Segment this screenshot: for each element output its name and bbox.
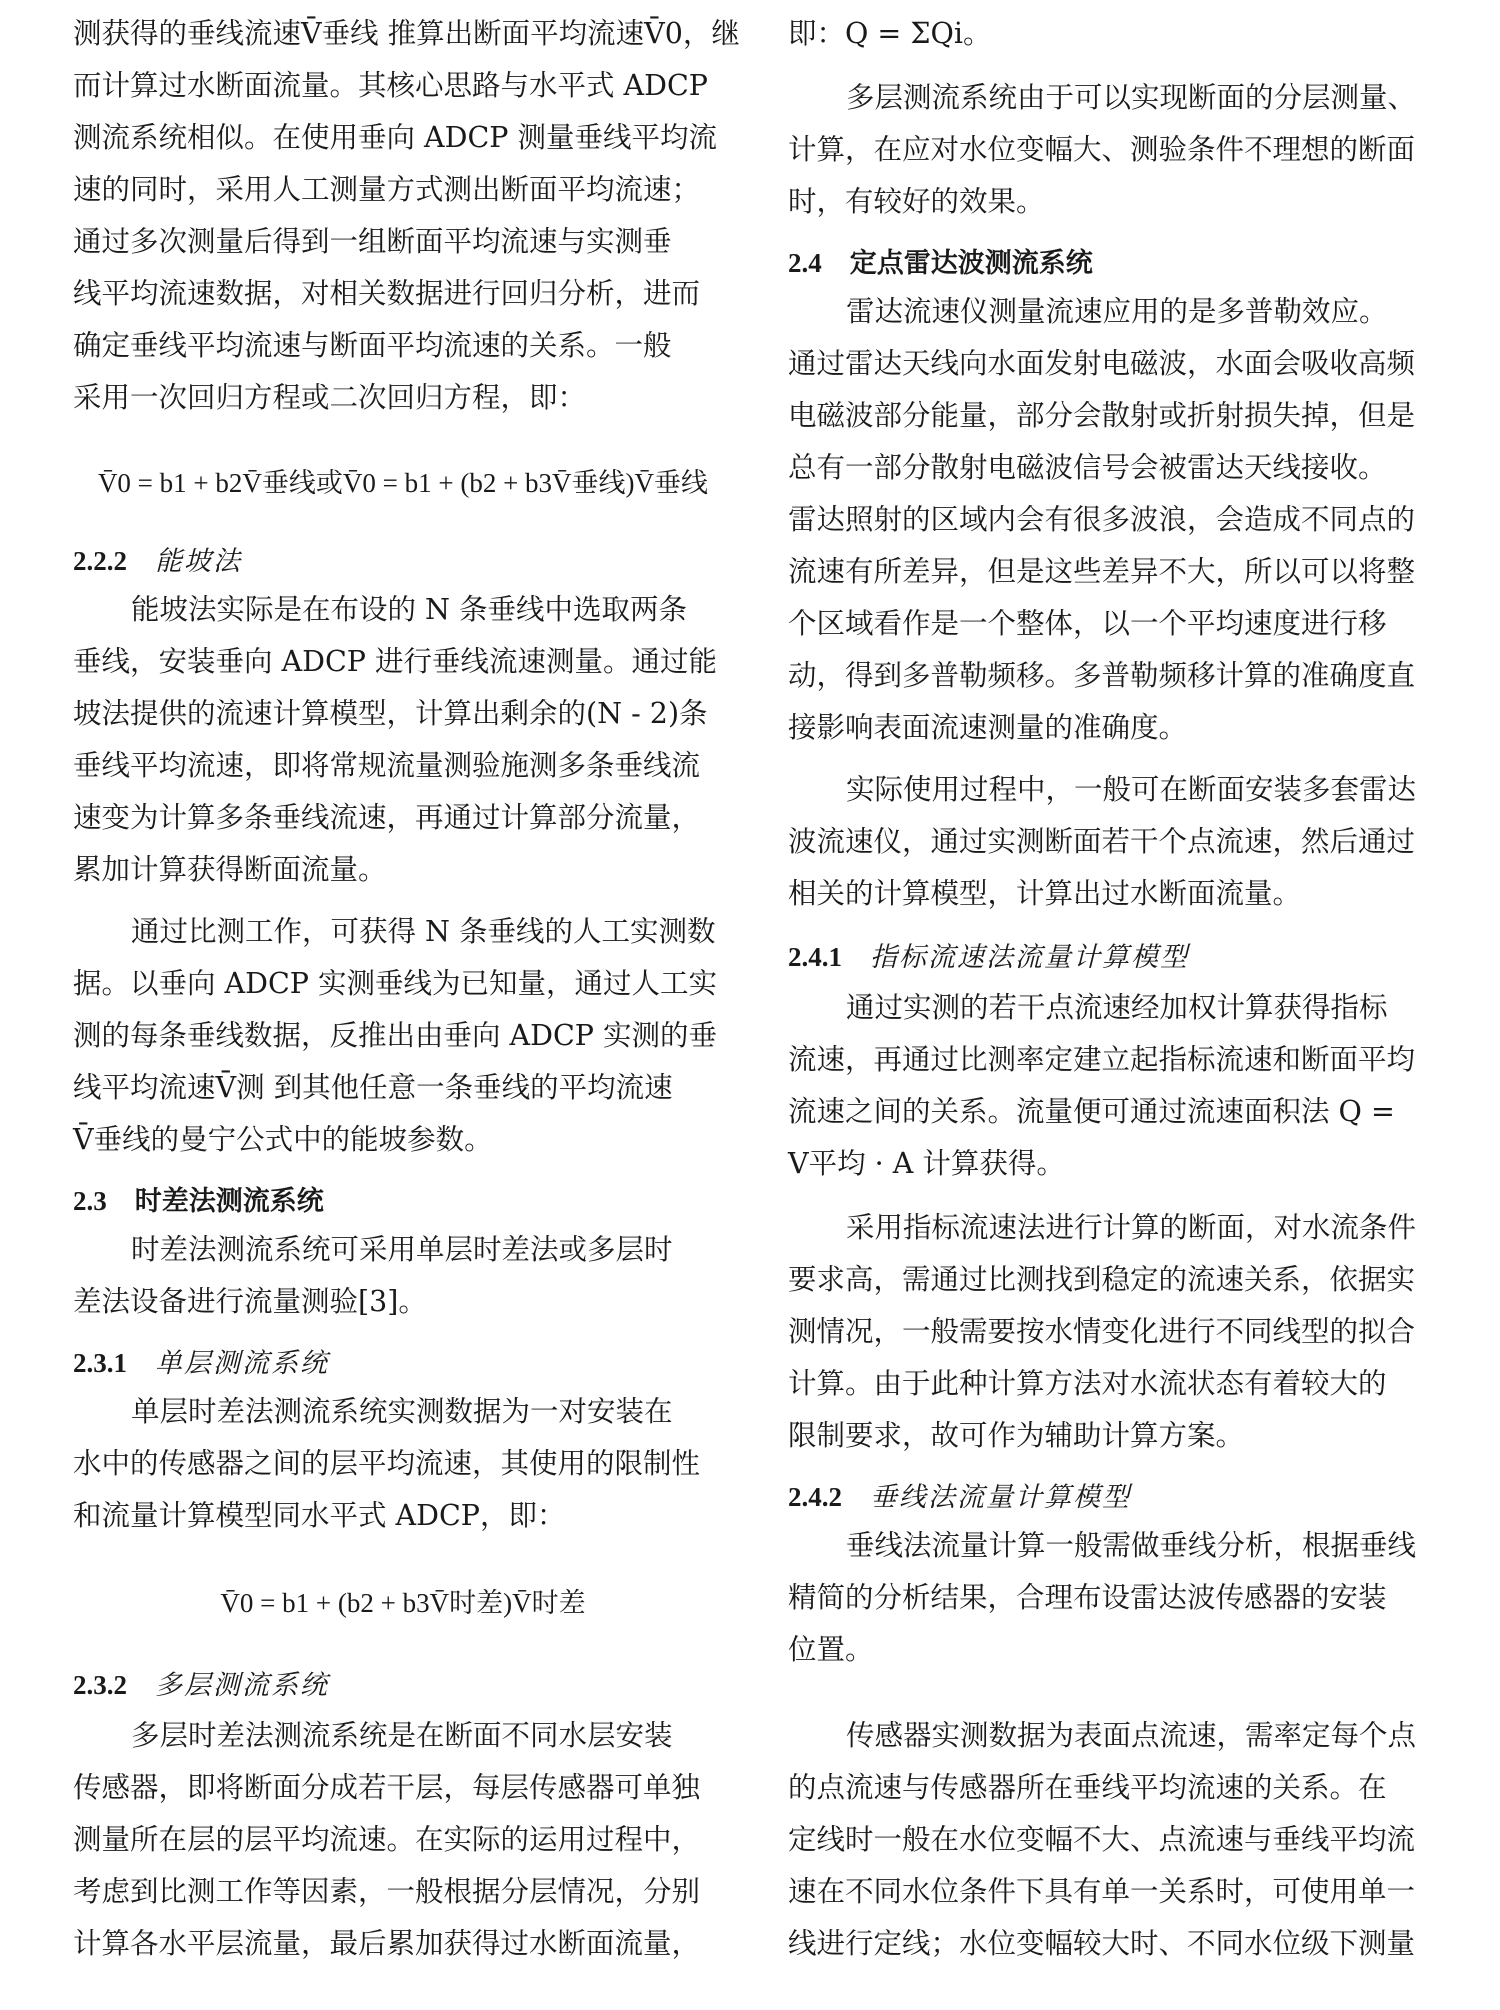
- text-line: 实际使用过程中，一般可在断面安装多套雷达: [846, 773, 1417, 806]
- text-line: 和流量计算模型同水平式 ADCP，即：: [73, 1499, 566, 1532]
- section-title: 多层测流系统: [155, 1670, 329, 1701]
- text-line: 流速，再通过比测率定建立起指标流速和断面平均: [788, 1043, 1416, 1076]
- text-line: 单层时差法测流系统实测数据为一对安装在: [131, 1395, 673, 1428]
- text-line: 动，得到多普勒频移。多普勒频移计算的准确度直: [788, 659, 1416, 692]
- text-line: 多层测流系统由于可以实现断面的分层测量、: [846, 81, 1417, 114]
- text-line: 而计算过水断面流量。其核心思路与水平式 ADCP: [73, 69, 708, 102]
- text-line: 测量所在层的层平均流速。在实际的运用过程中，: [73, 1823, 701, 1856]
- text-line: 据。以垂向 ADCP 实测垂线为已知量，通过人工实: [73, 967, 718, 1000]
- text-line: 的点流速与传感器所在垂线平均流速的关系。在: [788, 1771, 1387, 1804]
- section-title: 单层测流系统: [155, 1348, 329, 1379]
- section-number: 2.2.2: [73, 546, 127, 576]
- text-line: 能坡法实际是在布设的 N 条垂线中选取两条: [131, 593, 688, 626]
- text-line: 累加计算获得断面流量。: [73, 853, 387, 886]
- section-number: 2.4: [788, 248, 822, 278]
- text-line: 线平均流速数据，对相关数据进行回归分析，进而: [73, 277, 701, 310]
- text-line: 个区域看作是一个整体，以一个平均速度进行移: [788, 607, 1387, 640]
- text-line: 即：Q = ΣQi。: [788, 17, 992, 50]
- text-line: 计算。由于此种计算方法对水流状态有着较大的: [788, 1367, 1387, 1400]
- text-line: 测获得的垂线流速V̄垂线 推算出断面平均流速V̄0，继: [73, 17, 740, 50]
- text-line: 差法设备进行流量测验[3]。: [73, 1285, 427, 1318]
- section-heading-2-4-2: [788, 1484, 1448, 1511]
- text-line: 波流速仪，通过实测断面若干个点流速，然后通过: [788, 825, 1416, 858]
- text-line: 计算各水平层流量，最后累加获得过水断面流量，: [73, 1927, 701, 1960]
- section-title: 时差法测流系统: [134, 1186, 324, 1217]
- text-line: 线平均流速V̄测 到其他任意一条垂线的平均流速: [73, 1071, 673, 1104]
- section-title: 垂线法流量计算模型: [870, 1482, 1131, 1513]
- text-line: 要求高，需通过比测找到稳定的流速关系，依据实: [788, 1263, 1416, 1296]
- text-line: 相关的计算模型，计算出过水断面流量。: [788, 877, 1302, 910]
- text-line: 通过比测工作，可获得 N 条垂线的人工实测数: [131, 915, 716, 948]
- text-line: 测的每条垂线数据，反推出由垂向 ADCP 实测的垂: [73, 1019, 718, 1052]
- section-number: 2.3.1: [73, 1348, 127, 1378]
- section-heading-2-3-2: [73, 1672, 733, 1699]
- section-heading-2-4: [788, 250, 1448, 277]
- text-line: 速的同时，采用人工测量方式测出断面平均流速；: [73, 173, 701, 206]
- text-line: 速变为计算多条垂线流速，再通过计算部分流量，: [73, 801, 701, 834]
- formula-regression: V̄0 = b1 + b2V̄垂线或V̄0 = b1 + (b2 + b3V̄垂线)V̄垂线: [97, 468, 709, 498]
- text-line: V平均 · A 计算获得。: [788, 1147, 1065, 1180]
- text-line: 传感器，即将断面分成若干层，每层传感器可单独: [73, 1771, 701, 1804]
- text-line: 测流系统相似。在使用垂向 ADCP 测量垂线平均流: [73, 121, 718, 154]
- text-line: 流速有所差异，但是这些差异不大，所以可以将整: [788, 555, 1416, 588]
- text-line: 接影响表面流速测量的准确度。: [788, 711, 1188, 744]
- text-line: 通过多次测量后得到一组断面平均流速与实测垂: [73, 225, 672, 258]
- section-title: 能坡法: [155, 546, 242, 577]
- text-line: 采用指标流速法进行计算的断面，对水流条件: [846, 1211, 1417, 1244]
- text-line: 传感器实测数据为表面点流速，需率定每个点: [846, 1719, 1417, 1752]
- text-line: 雷达照射的区域内会有很多波浪，会造成不同点的: [788, 503, 1416, 536]
- text-line: 定线时一般在水位变幅不大、点流速与垂线平均流: [788, 1823, 1416, 1856]
- section-number: 2.3: [73, 1186, 107, 1216]
- text-line: 雷达流速仪测量流速应用的是多普勒效应。: [846, 295, 1388, 328]
- text-line: 总有一部分散射电磁波信号会被雷达天线接收。: [788, 451, 1387, 484]
- text-line: 时，有较好的效果。: [788, 185, 1045, 218]
- text-line: 考虑到比测工作等因素，一般根据分层情况，分别: [73, 1875, 701, 1908]
- text-line: 限制要求，故可作为辅助计算方案。: [788, 1419, 1245, 1452]
- text-line: V̄垂线的曼宁公式中的能坡参数。: [73, 1123, 493, 1156]
- section-number: 2.3.2: [73, 1670, 127, 1700]
- section-heading-2-3-1: [73, 1350, 733, 1377]
- text-line: 垂线法流量计算一般需做垂线分析，根据垂线: [846, 1529, 1417, 1562]
- text-line: 垂线平均流速，即将常规流量测验施测多条垂线流: [73, 749, 701, 782]
- section-heading-2-3: [73, 1188, 733, 1215]
- section-number: 2.4.1: [788, 942, 842, 972]
- section-heading-2-2-2: [73, 548, 733, 575]
- text-line: 垂线，安装垂向 ADCP 进行垂线流速测量。通过能: [73, 645, 718, 678]
- text-line: 通过实测的若干点流速经加权计算获得指标: [846, 991, 1388, 1024]
- text-line: 精简的分析结果，合理布设雷达波传感器的安装: [788, 1581, 1387, 1614]
- text-line: 速在不同水位条件下具有单一关系时，可使用单一: [788, 1875, 1416, 1908]
- section-title: 定点雷达波测流系统: [849, 248, 1093, 279]
- section-heading-2-4-1: [788, 944, 1448, 971]
- text-line: 水中的传感器之间的层平均流速，其使用的限制性: [73, 1447, 701, 1480]
- formula-single-layer: V̄0 = b1 + (b2 + b3V̄时差)V̄时差: [220, 1588, 586, 1618]
- text-line: 通过雷达天线向水面发射电磁波，水面会吸收高频: [788, 347, 1416, 380]
- text-line: 线进行定线；水位变幅较大时、不同水位级下测量: [788, 1927, 1416, 1960]
- text-line: 坡法提供的流速计算模型，计算出剩余的(N - 2)条: [73, 697, 708, 730]
- text-line: 确定垂线平均流速与断面平均流速的关系。一般: [73, 329, 672, 362]
- text-line: 时差法测流系统可采用单层时差法或多层时: [131, 1233, 673, 1266]
- text-line: 多层时差法测流系统是在断面不同水层安装: [131, 1719, 673, 1752]
- text-line: 采用一次回归方程或二次回归方程，即：: [73, 381, 587, 414]
- section-number: 2.4.2: [788, 1482, 842, 1512]
- text-line: 电磁波部分能量，部分会散射或折射损失掉，但是: [788, 399, 1416, 432]
- text-line: 测情况，一般需要按水情变化进行不同线型的拟合: [788, 1315, 1416, 1348]
- section-title: 指标流速法流量计算模型: [870, 942, 1189, 973]
- text-line: 流速之间的关系。流量便可通过流速面积法 Q =: [788, 1095, 1395, 1128]
- text-line: 计算，在应对水位变幅大、测验条件不理想的断面: [788, 133, 1416, 166]
- text-line: 位置。: [788, 1633, 874, 1666]
